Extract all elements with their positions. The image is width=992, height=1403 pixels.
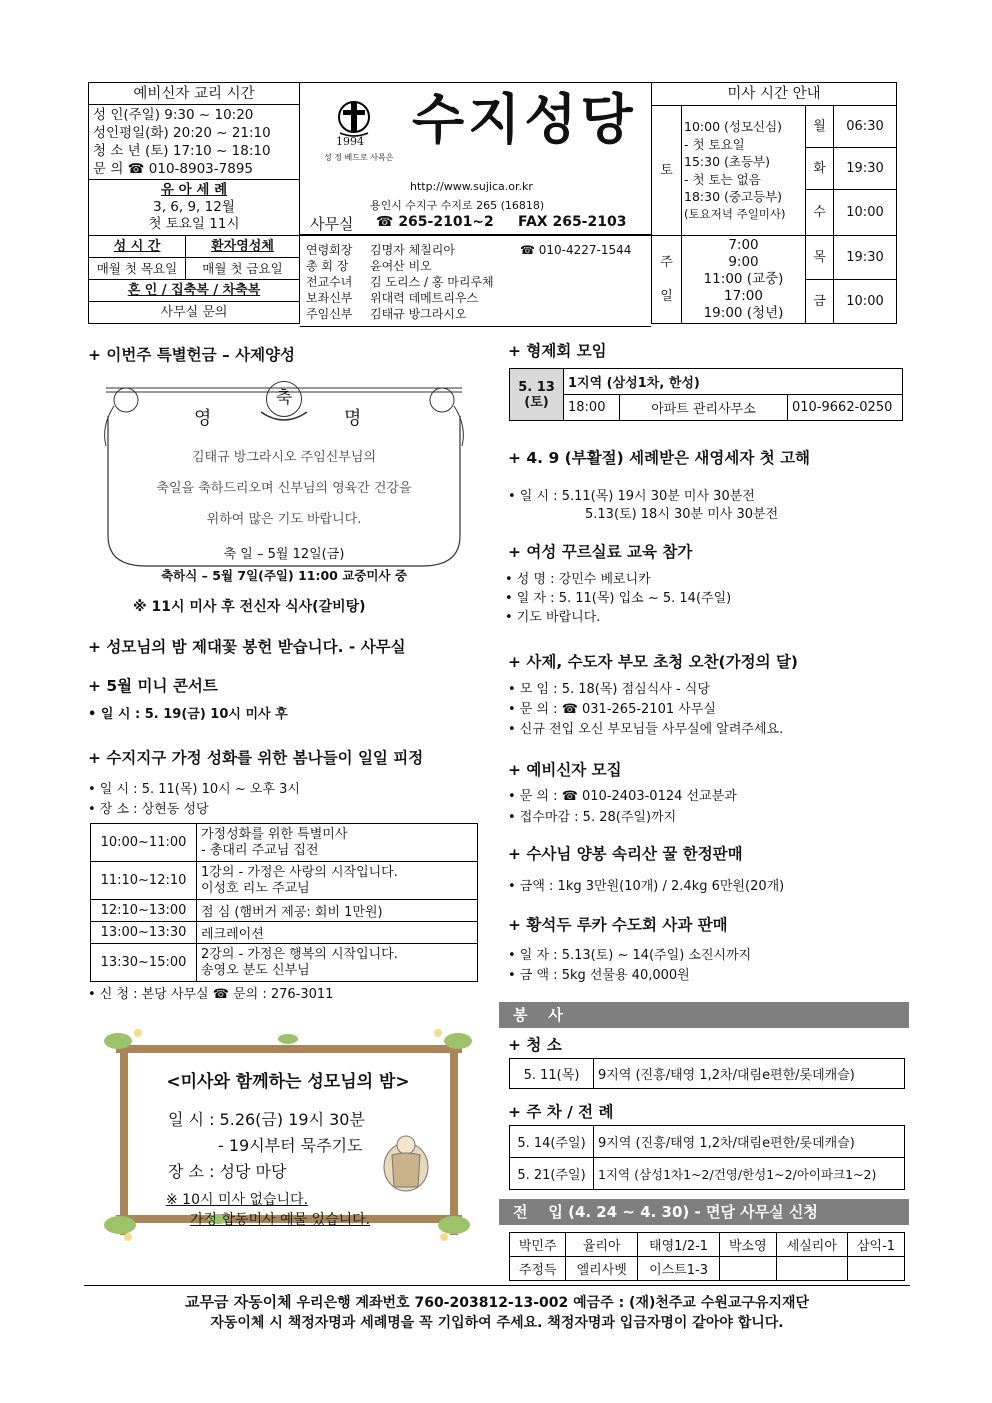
saturday-mass: 10:00 (성모신심) — [684, 119, 783, 134]
cursillo-line: • 기도 바랍니다. — [505, 610, 601, 625]
catechism-row: 청 소 년 (토) 17:10 ~ 18:10 — [93, 143, 271, 159]
move-in-cell: 박소영 — [720, 1233, 776, 1257]
table-row — [91, 824, 478, 862]
cleaning-table — [509, 1058, 905, 1089]
concert-item: • 일 시 : 5. 19(금) 10시 미사 후 — [88, 707, 288, 722]
card-ceremony: 축하식 – 5월 7일(주일) 11:00 교중미사 중 — [161, 568, 407, 583]
weekday-label: 수 — [806, 190, 834, 236]
office-label: 사무실 — [310, 215, 354, 233]
card-word-right: 명 — [344, 408, 362, 429]
weekday-time: 06:30 — [834, 106, 897, 148]
schedule-desc: 2강의 - 가정은 행복의 시작입니다. — [201, 946, 398, 962]
parents-line: • 문 의 : ☎ 031-265-2101 사무실 — [508, 702, 716, 717]
table-row — [510, 369, 903, 395]
sunday-mass: 17:00 — [724, 288, 763, 304]
cursillo-line: • 성 명 : 강민수 베로니카 — [505, 572, 651, 587]
schedule-desc: 이성호 리노 주교님 — [201, 880, 310, 896]
move-in-cell: 율리아 — [566, 1233, 638, 1257]
footer-autopay-label: 교무금 자동이체 — [184, 1293, 292, 1311]
table-row — [91, 862, 478, 900]
footer-account: 우리은행 계좌번호 760-203812-13-002 예금주 : (재)천주교 수원교구유지재단 — [296, 1295, 810, 1311]
move-in-cell: 태영1/2-1 — [637, 1233, 719, 1257]
header-left-table — [88, 82, 300, 236]
apple-heading: + 황석두 루카 수도회 사과 판매 — [508, 916, 728, 934]
parking-area: 9지역 (진흥/태영 1,2차/대림e편한/롯데캐슬) — [594, 1126, 905, 1158]
move-in-cell: 삼익-1 — [848, 1233, 905, 1257]
schedule-desc: 송영오 분도 신부님 — [201, 962, 310, 978]
sunday-mass: 9:00 — [728, 254, 759, 270]
staff-name: 김 도리스 / 홍 마리루체 — [370, 275, 494, 289]
schedule-time: 11:10~12:10 — [91, 862, 197, 900]
confession-heading: + 4. 9 (부활절) 세례받은 새영세자 첫 고해 — [508, 449, 811, 467]
move-in-cell: 이스트1-3 — [637, 1257, 719, 1281]
table-row — [510, 1126, 905, 1158]
catechism-row: 성 인(주일) 9:30 ~ 10:20 — [93, 107, 254, 123]
confession-line: • 일 시 : 5.11(목) 19시 30분 미사 30분전 — [508, 489, 755, 504]
sunday-label: 주 일 — [652, 236, 682, 324]
infant-baptism-line: 첫 토요일 11시 — [148, 216, 240, 232]
card-line: 위하여 많은 기도 바랍니다. — [206, 512, 362, 527]
church-url[interactable]: http://www.sujica.or.kr — [410, 180, 533, 193]
schedule-time: 13:30~15:00 — [91, 944, 197, 982]
wedding-title: 혼 인 / 집축복 / 차축복 — [89, 280, 300, 302]
schedule-time: 10:00~11:00 — [91, 824, 197, 862]
staff-role: 연령회장 — [306, 243, 353, 257]
staff-role: 총 회 장 — [306, 259, 349, 273]
catechism-row: 문 의 ☎ 010-8903-7895 — [93, 161, 253, 177]
mass-times-table — [651, 82, 897, 324]
apple-line: • 금 액 : 5kg 선물용 40,000원 — [508, 968, 690, 983]
table-row — [91, 900, 478, 922]
parents-line: • 신규 전입 오신 부모님들 사무실에 알려주세요. — [508, 722, 784, 737]
weekday-label: 금 — [806, 280, 834, 324]
table-row — [510, 1059, 905, 1089]
flowers-heading: + 성모님의 밤 제대꽃 봉헌 받습니다. - 사무실 — [88, 638, 406, 656]
celebration-badge: 축 — [266, 381, 302, 417]
honey-heading: + 수사님 양봉 속리산 꿀 한정판매 — [508, 845, 743, 863]
retreat-apply: • 신 청 : 본당 사무실 ☎ 문의 : 276-3011 — [88, 987, 334, 1002]
offering-heading: + 이번주 특별헌금 – 사제양성 — [88, 346, 296, 364]
mary-night-date: 일 시 : 5.26(금) 19시 30분 — [168, 1110, 365, 1129]
sunday-mass: 11:00 (교중) — [703, 271, 784, 287]
schedule-desc: 1강의 - 가정은 사랑의 시작입니다. — [201, 864, 398, 880]
card-date: 축 일 – 5월 12일(금) — [223, 547, 345, 562]
staff-role: 주임신부 — [306, 307, 353, 321]
move-in-cell — [776, 1257, 848, 1281]
parents-line: • 모 임 : 5. 18(목) 점심식사 - 식당 — [508, 682, 710, 697]
brothers-time: 18:00 — [564, 395, 620, 421]
saturday-mass: - 첫 토요일 — [684, 136, 745, 152]
schedule-time: 13:00~13:30 — [91, 922, 197, 944]
catechumen-line: • 문 의 : ☎ 010-2403-0124 선교분과 — [508, 789, 737, 804]
staff-name: 김명자 체칠리아 — [370, 243, 455, 257]
weekday-time: 19:30 — [834, 148, 897, 190]
schedule-desc: 레크레이션 — [197, 922, 478, 944]
concert-heading: + 5월 미니 콘서트 — [88, 677, 218, 695]
weekday-label: 월 — [806, 106, 834, 148]
card-line: 김태규 방그라시오 주임신부님의 — [191, 450, 377, 465]
cleaning-area: 9지역 (진흥/태영 1,2차/대림e편한/롯데캐슬) — [594, 1059, 905, 1089]
retreat-item: • 장 소 : 상현동 성당 — [88, 802, 209, 817]
parking-area: 1지역 (삼성1차1~2/건영/한성1~2/아이파크1~2) — [594, 1158, 905, 1190]
weekday-time: 10:00 — [834, 280, 897, 324]
mary-statue-icon — [380, 1127, 432, 1193]
sunday-mass: 19:00 (청년) — [703, 305, 784, 321]
saturday-mass: (토요저녁 주일미사) — [684, 206, 786, 221]
weekday-label: 화 — [806, 148, 834, 190]
schedule-time: 12:10~13:00 — [91, 900, 197, 922]
infant-baptism-title: 유 아 세 례 — [160, 182, 228, 198]
table-row — [510, 1233, 905, 1257]
card-line: 축일을 축하드리오며 신부님의 영육간 건강을 — [156, 481, 412, 496]
footer — [84, 1292, 910, 1333]
saturday-mass: 15:30 (초등부) — [684, 154, 770, 169]
schedule-desc: - 총대리 주교님 집전 — [201, 842, 319, 858]
saturday-mass: 18:30 (중고등부) — [684, 189, 783, 204]
catechism-row: 성인평일(화) 20:20 ~ 21:10 — [93, 125, 271, 141]
staff-name: 위대력 데메트리우스 — [370, 291, 479, 305]
sick-communion-text: 매월 첫 금요일 — [186, 258, 300, 280]
sunday-mass: 7:00 — [728, 237, 759, 253]
move-in-cell: 주정득 — [510, 1257, 566, 1281]
footer-divider — [84, 1285, 910, 1286]
staff-phone: ☎ 010-4227-1544 — [520, 243, 632, 257]
table-row — [91, 922, 478, 944]
office-phone: ☎ 265-2101~2 — [376, 214, 494, 230]
mary-night-note: 가정 합동미사 예물 있습니다. — [190, 1212, 371, 1228]
logo-year: 1994 — [336, 135, 364, 148]
confession-title: 성 시 간 — [89, 236, 186, 258]
celebration-card — [96, 376, 472, 586]
table-row — [510, 1257, 905, 1281]
retreat-schedule — [90, 823, 478, 982]
table-row — [510, 1158, 905, 1190]
retreat-heading: + 수지지구 가정 성화를 위한 봄나들이 일일 피정 — [88, 749, 424, 767]
parents-heading: + 사제, 수도자 부모 초청 오찬(가정의 달) — [508, 653, 799, 671]
cursillo-heading: + 여성 꾸르실료 교육 참가 — [508, 543, 693, 561]
move-in-cell: 엘리사벳 — [566, 1257, 638, 1281]
move-in-bar: 전 입 (4. 24 ~ 4. 30) - 면담 사무실 신청 — [499, 1199, 909, 1225]
staff-role: 보좌신부 — [306, 291, 353, 305]
move-in-table — [509, 1232, 905, 1281]
staff-list — [300, 235, 651, 327]
footer-note: 자동이체 시 책정자명과 세례명을 꼭 기입하여 주세요. 책정자명과 입금자명이 같아야 합니다. — [210, 1315, 784, 1331]
brothers-phone: 010-9662-0250 — [788, 395, 903, 421]
mary-night-title: <미사와 함께하는 성모님의 밤> — [166, 1072, 410, 1092]
service-bar: 봉 사 — [499, 1002, 909, 1028]
brothers-date: 5. 13 (토) — [510, 369, 564, 421]
confession-line: 5.13(토) 18시 30분 미사 30분전 — [585, 507, 779, 522]
honey-line: • 금액 : 1kg 3만원(10개) / 2.4kg 6만원(20개) — [508, 879, 785, 894]
brothers-area: 1지역 (삼성1차, 한성) — [564, 369, 903, 395]
weekday-label: 목 — [806, 236, 834, 280]
church-address: 용인시 수지구 수지로 265 (16818) — [370, 199, 545, 212]
saturday-mass: - 첫 토는 없음 — [684, 171, 761, 187]
schedule-desc: 가정성화를 위한 특별미사 — [201, 826, 348, 842]
catechism-title: 예비신자 교리 시간 — [89, 83, 300, 105]
move-in-cell — [720, 1257, 776, 1281]
brothers-place: 아파트 관리사무소 — [620, 395, 788, 421]
move-in-cell — [848, 1257, 905, 1281]
mary-night-rosary: - 19시부터 묵주기도 — [218, 1136, 363, 1155]
logo-caption: 성 정 베드로 사목은 — [324, 153, 394, 162]
infant-baptism-line: 3, 6, 9, 12월 — [153, 199, 235, 215]
table-row — [510, 395, 903, 421]
parking-heading: + 주 차 / 전 례 — [508, 1103, 614, 1121]
mass-times-title: 미사 시간 안내 — [652, 83, 897, 106]
staff-role: 전교수녀 — [306, 275, 353, 289]
brothers-table — [509, 368, 903, 421]
mary-night-note: ※ 10시 미사 없습니다. — [166, 1192, 309, 1208]
church-title: 수지성당 — [412, 88, 637, 151]
confession-text: 매월 첫 목요일 — [89, 258, 186, 280]
schedule-desc: 점 심 (햄버거 제공: 회비 1만원) — [197, 900, 478, 922]
catechumen-heading: + 예비신자 모집 — [508, 761, 622, 779]
retreat-item: • 일 시 : 5. 11(목) 10시 ~ 오후 3시 — [88, 782, 300, 797]
cleaning-date: 5. 11(목) — [510, 1059, 594, 1089]
office-fax: FAX 265-2103 — [518, 214, 627, 230]
staff-name: 김태규 방그라시오 — [370, 307, 467, 321]
cursillo-line: • 일 자 : 5. 11(목) 입소 ~ 5. 14(주일) — [505, 591, 732, 606]
header-left-sacraments — [88, 235, 300, 324]
card-word-left: 영 — [194, 408, 212, 429]
meal-notice: ※ 11시 미사 후 전신자 식사(갈비탕) — [133, 599, 366, 615]
mary-night-place: 장 소 : 성당 마당 — [168, 1162, 287, 1181]
table-row — [91, 944, 478, 982]
brothers-heading: + 형제회 모임 — [508, 342, 607, 360]
mary-night-box — [98, 1015, 478, 1247]
parking-date: 5. 21(주일) — [510, 1158, 594, 1190]
move-in-cell: 세실리아 — [776, 1233, 848, 1257]
weekday-time: 19:30 — [834, 236, 897, 280]
move-in-cell: 박민주 — [510, 1233, 566, 1257]
parking-table — [509, 1125, 905, 1190]
sick-communion-title: 환자영성체 — [186, 236, 300, 258]
cleaning-heading: + 청 소 — [508, 1036, 562, 1054]
saturday-label: 토 — [652, 106, 682, 236]
parking-date: 5. 14(주일) — [510, 1126, 594, 1158]
apple-line: • 일 자 : 5.13(토) ~ 14(주일) 소진시까지 — [508, 948, 752, 963]
staff-name: 윤여산 비오 — [370, 259, 432, 273]
wedding-text: 사무실 문의 — [89, 302, 300, 324]
weekday-time: 10:00 — [834, 190, 897, 236]
header-center — [300, 82, 651, 235]
catechumen-line: • 접수마감 : 5. 28(주일)까지 — [508, 810, 677, 825]
